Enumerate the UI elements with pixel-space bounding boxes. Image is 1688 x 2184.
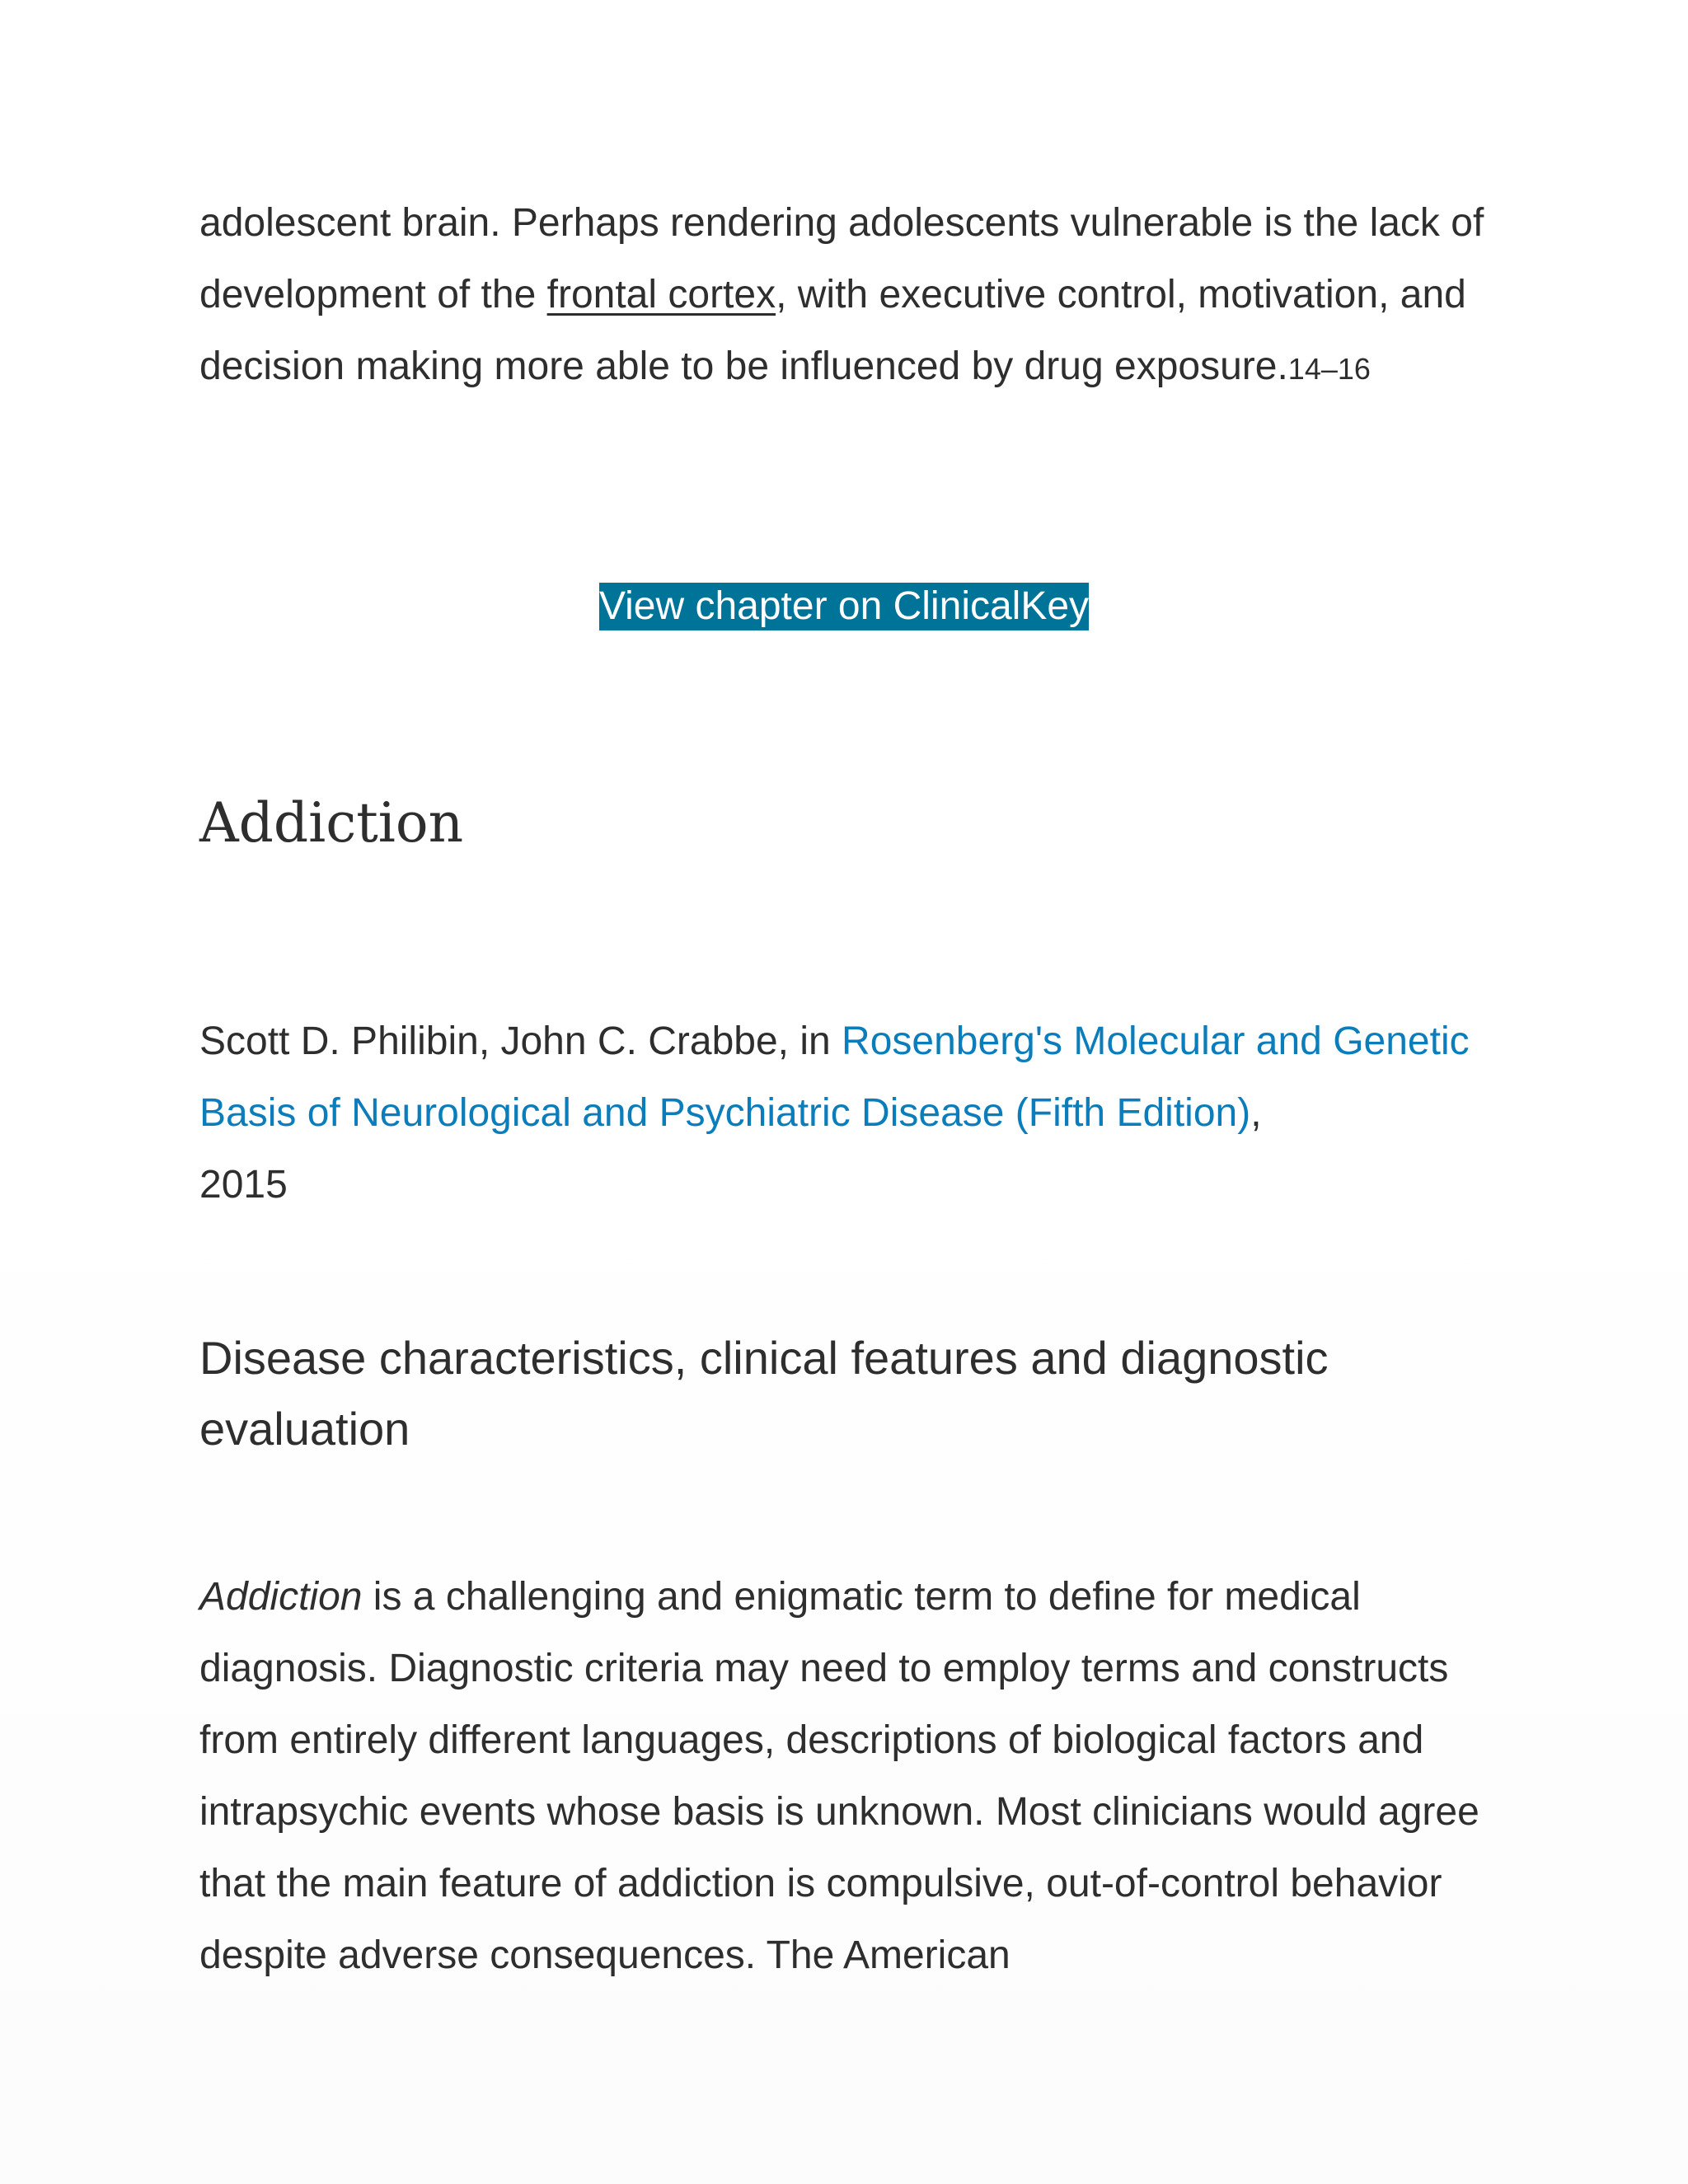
authors: Scott D. Philibin, John C. Crabbe, in bbox=[199, 1019, 842, 1063]
publication-year: 2015 bbox=[199, 1163, 288, 1207]
view-chapter-button[interactable]: View chapter on ClinicalKey bbox=[599, 583, 1089, 630]
intro-text-before-link: adolescent brain. Perhaps rendering adolescents vulnerable is the lack of development of the bbox=[199, 201, 1484, 316]
body-paragraph bbox=[199, 1561, 1535, 1991]
intro-text-after-link: , with executive control, motivation, and decision making more able to be influenced by drug exposure. bbox=[199, 273, 1466, 388]
frontal-cortex-link[interactable]: frontal cortex bbox=[546, 273, 776, 316]
addiction-term: Addiction bbox=[199, 1575, 363, 1619]
subsection-heading: Disease characteristics, clinical features and diagnostic evaluation bbox=[199, 1332, 1329, 1455]
source-title-link[interactable]: Rosenberg's Molecular and Genetic Basis of Neurological and Psychiatric Disease (Fifth Edition) bbox=[199, 1019, 1470, 1135]
body-text: is a challenging and enigmatic term to define for medical diagnosis. Diagnostic criteria may need to employ terms and constructs from entirely different languages, descriptions of biological factors and intrapsychic events whose basis is unknown. Most clinicians would agree that the main feature of addiction is compulsive, out-of-control behavior despite adverse consequences. The American bbox=[199, 1575, 1479, 1977]
attribution bbox=[199, 1005, 1518, 1221]
attribution-separator: , bbox=[1250, 1091, 1262, 1135]
reference-citation[interactable]: 14–16 bbox=[1287, 352, 1371, 386]
section-heading: Addiction bbox=[199, 791, 464, 855]
cta-row bbox=[199, 583, 1489, 630]
intro-paragraph bbox=[199, 187, 1518, 405]
